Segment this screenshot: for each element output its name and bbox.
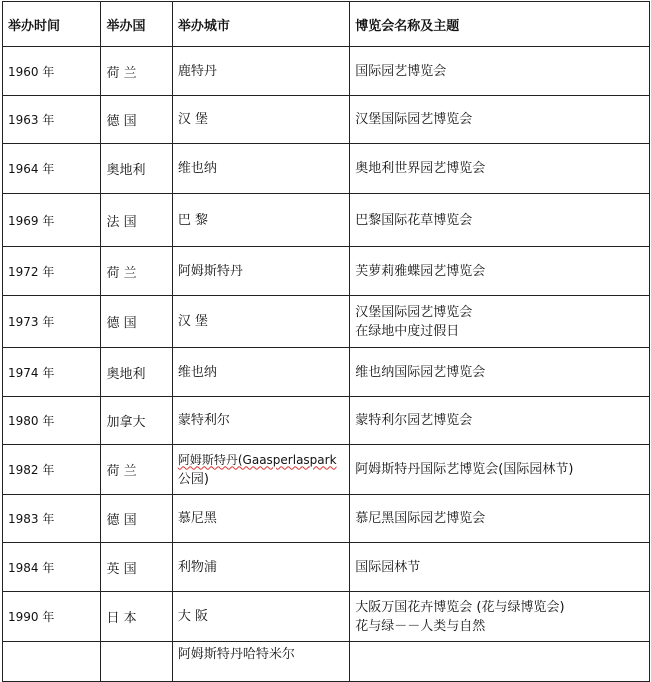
header-city: 举办城市	[172, 2, 349, 47]
expo-name-text: 蒙特利尔园艺博览会	[355, 413, 473, 428]
year-cell: 1960 年	[3, 47, 101, 96]
country-cell	[101, 642, 172, 682]
expo-name-cell	[350, 592, 650, 642]
expo-name-cell	[350, 194, 650, 247]
expo-name-cell	[350, 495, 650, 543]
city-cell	[172, 194, 349, 247]
city-cell	[172, 445, 349, 495]
year-cell: 1973 年	[3, 296, 101, 348]
city-cell	[172, 47, 349, 96]
city-cell	[172, 96, 349, 144]
table-row	[3, 543, 650, 592]
table-row	[3, 194, 650, 247]
city-text: 阿姆斯特丹哈特米尔	[177, 647, 295, 662]
year-cell: 1964 年	[3, 144, 101, 194]
expo-name-cell	[350, 47, 650, 96]
expo-name-cell	[350, 543, 650, 592]
city-cell	[172, 296, 349, 348]
expo-name-text: 慕尼黑国际园艺博览会	[355, 511, 486, 526]
country-cell: 日 本	[101, 592, 172, 642]
year-cell	[3, 642, 101, 682]
city-cell	[172, 642, 349, 682]
table-row	[3, 495, 650, 543]
expo-name-cell	[350, 397, 650, 445]
expo-name-text: 巴黎国际花草博览会	[355, 212, 473, 228]
expo-name-cell	[350, 96, 650, 144]
year-cell: 1984 年	[3, 543, 101, 592]
country-cell: 法 国	[101, 194, 172, 247]
year-cell: 1982 年	[3, 445, 101, 495]
city-text: 阿姆斯特丹	[177, 263, 243, 279]
expo-name-text: 汉堡国际园艺博览会	[355, 112, 473, 127]
city-text: 鹿特丹	[177, 63, 217, 79]
table-row	[3, 397, 650, 445]
table-row	[3, 348, 650, 397]
expo-name-cell	[350, 247, 650, 296]
header-year: 举办时间	[3, 2, 101, 47]
city-cell	[172, 397, 349, 445]
country-cell: 奥地利	[101, 144, 172, 194]
expo-theme-text: 花与绿－－人类与自然	[355, 618, 486, 634]
table-row	[3, 47, 650, 96]
expo-name-text: 奥地利世界园艺博览会	[355, 161, 486, 176]
year-cell: 1990 年	[3, 592, 101, 642]
country-cell: 英 国	[101, 543, 172, 592]
table-row	[3, 642, 650, 682]
country-cell: 德 国	[101, 96, 172, 144]
city-text: 蒙特利尔	[177, 413, 230, 428]
country-cell: 荷 兰	[101, 247, 172, 296]
city-text: 利物浦	[177, 559, 217, 575]
city-text: 维也纳	[177, 161, 217, 176]
expo-name-text: 国际园艺博览会	[355, 63, 447, 79]
header-row	[3, 2, 650, 47]
year-cell: 1969 年	[3, 194, 101, 247]
expo-name-text: 国际园林节	[355, 559, 421, 575]
expo-name-cell	[350, 445, 650, 495]
year-cell: 1980 年	[3, 397, 101, 445]
expo-name-text: 大阪万国花卉博览会 (花与绿博览会)	[355, 599, 565, 615]
city-cell	[172, 495, 349, 543]
table-row	[3, 445, 650, 495]
expo-name-text: 维也纳国际园艺博览会	[355, 364, 486, 380]
city-text: 汉 堡	[177, 314, 208, 329]
country-cell: 奥地利	[101, 348, 172, 397]
year-cell: 1974 年	[3, 348, 101, 397]
country-cell: 荷 兰	[101, 47, 172, 96]
city-cell	[172, 543, 349, 592]
header-country: 举办国	[101, 2, 172, 47]
table-row	[3, 592, 650, 642]
city-text: 维也纳	[177, 364, 217, 380]
city-cell	[172, 247, 349, 296]
header-expo-name: 博览会名称及主题	[350, 2, 650, 47]
year-cell: 1963 年	[3, 96, 101, 144]
expo-name-text: 阿姆斯特丹国际艺博览会(国际园林节)	[355, 462, 574, 477]
country-cell: 德 国	[101, 495, 172, 543]
expo-name-cell	[350, 144, 650, 194]
city-text: 大 阪	[177, 609, 208, 624]
expo-name-cell	[350, 296, 650, 348]
country-cell: 荷 兰	[101, 445, 172, 495]
expo-name-cell	[350, 348, 650, 397]
year-cell: 1983 年	[3, 495, 101, 543]
city-cell	[172, 592, 349, 642]
country-cell: 德 国	[101, 296, 172, 348]
expo-table	[2, 1, 650, 682]
year-cell: 1972 年	[3, 247, 101, 296]
city-text: 阿姆斯特丹(Gaasperlaspark	[177, 452, 337, 467]
country-cell: 加拿大	[101, 397, 172, 445]
city-text-continued: 公园)	[177, 471, 209, 487]
expo-name-text: 汉堡国际园艺博览会	[355, 304, 473, 320]
table-row	[3, 296, 650, 348]
expo-name-text: 芙萝莉雅蝶园艺博览会	[355, 263, 486, 279]
table-row	[3, 144, 650, 194]
city-text: 汉 堡	[177, 112, 208, 127]
expo-name-cell	[350, 642, 650, 682]
city-text: 慕尼黑	[177, 511, 217, 526]
expo-theme-text: 在绿地中度过假日	[355, 323, 460, 339]
table-row	[3, 96, 650, 144]
city-cell	[172, 348, 349, 397]
table-row	[3, 247, 650, 296]
city-cell	[172, 144, 349, 194]
city-text: 巴 黎	[177, 212, 208, 228]
